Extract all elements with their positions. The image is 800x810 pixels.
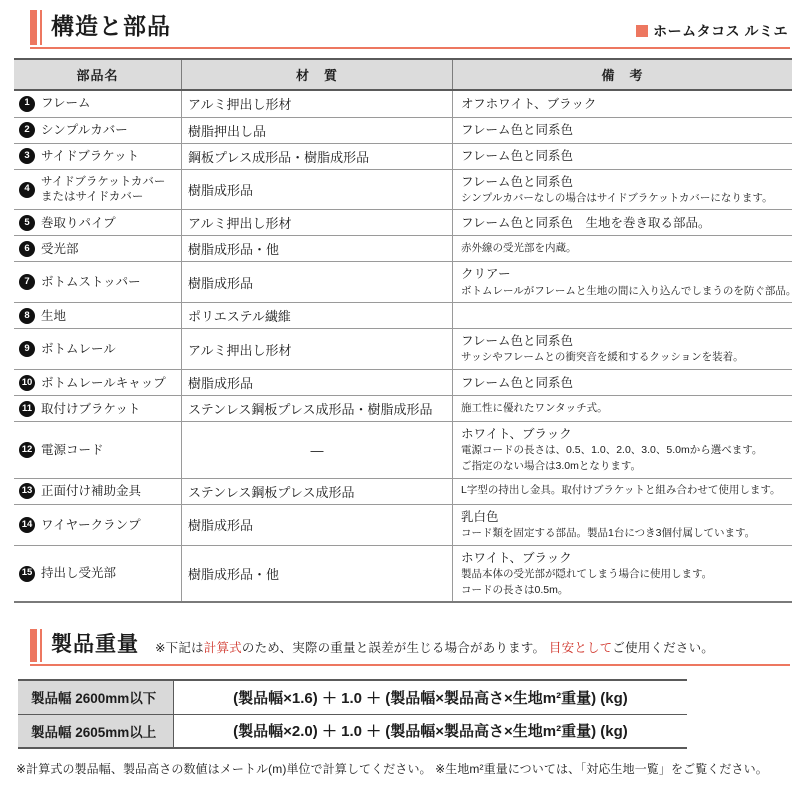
table-row [14, 143, 792, 169]
part-name-cell [14, 370, 181, 395]
material-cell: — [181, 422, 452, 478]
material-cell: 樹脂成形品 [181, 262, 452, 302]
remarks-cell: フレーム色と同系色 [452, 144, 792, 169]
table-row [14, 302, 792, 328]
part-number-badge: 14 [19, 517, 35, 533]
part-name-label: 巻取りパイプ [41, 215, 116, 230]
part-number-badge: 9 [19, 341, 35, 357]
section-rule [30, 47, 790, 49]
part-name-label: サイドブラケット [41, 148, 140, 163]
part-number-badge: 11 [19, 401, 35, 417]
part-number-badge: 15 [19, 566, 35, 582]
part-name-label: ボトムレール [41, 342, 116, 357]
part-name-label: 生地 [41, 308, 67, 323]
weight-footnote: ※計算式の製品幅、製品高さの数値はメートル(m)単位で計算してください。 ※生地m²重量については、「対応生地一覧」をご覧ください。 [16, 761, 768, 776]
remarks-cell: フレーム色と同系色 [452, 118, 792, 143]
parts-table [14, 58, 797, 604]
accent-bar-icon [30, 629, 42, 661]
remarks-cell: L字型の持出し金具。取付けブラケットと組み合わせて使用します。 [452, 479, 792, 504]
part-number-badge: 5 [19, 215, 35, 231]
table-row [14, 169, 792, 210]
part-name-label: ボトムレールキャップ [41, 375, 166, 390]
material-cell: アルミ押出し形材 [181, 91, 452, 117]
material-cell: ポリエステル繊維 [181, 303, 452, 328]
remarks-cell: フレーム色と同系色 シンプルカバーなしの場合はサイドブラケットカバーになります。 [452, 170, 792, 210]
table-row [14, 261, 797, 302]
product-name [636, 21, 788, 45]
remarks-cell: フレーム色と同系色 [452, 370, 792, 395]
table-row [14, 504, 792, 545]
part-name-label: ワイヤークランプ [41, 517, 141, 532]
table-row [14, 117, 792, 143]
material-cell: 樹脂成形品 [181, 505, 452, 545]
weight-table [18, 679, 687, 749]
remarks-cell: オフホワイト、ブラック [452, 91, 792, 117]
square-bullet-icon [636, 25, 648, 37]
remarks-cell [452, 303, 792, 328]
page-title: 構造と部品 [51, 13, 171, 39]
part-number-badge: 7 [19, 274, 35, 290]
remarks-cell: フレーム色と同系色 サッシやフレームとの衝突音を緩和するクッションを装着。 [452, 329, 792, 369]
note-text: のため、実際の重量と誤差が生じる場合があります。 [241, 640, 549, 655]
part-name-label: シンプルカバー [41, 122, 128, 137]
part-name-cell [14, 329, 181, 369]
note-text: ご使用ください。 [612, 640, 714, 655]
weight-section-title: 製品重量 [51, 633, 139, 657]
weight-table-row [18, 681, 687, 714]
note-red-text: 目安として [548, 640, 613, 655]
section-rule [30, 664, 790, 666]
parts-table-body [14, 91, 797, 602]
part-name-label: 持出し受光部 [41, 566, 117, 581]
part-name-cell [14, 396, 181, 421]
table-row [14, 91, 792, 117]
part-name-label: 受光部 [41, 241, 79, 256]
table-row [14, 421, 792, 478]
weight-section-header [30, 629, 788, 661]
column-header-remarks: 備 考 [452, 60, 792, 89]
part-name-label: サイドブラケットカバー またはサイドカバー [41, 175, 166, 203]
weight-note [155, 638, 714, 662]
parts-table-header [14, 58, 792, 91]
table-row [14, 395, 792, 421]
part-name-cell [14, 546, 181, 602]
remarks-cell: 施工性に優れたワンタッチ式。 [452, 396, 792, 421]
weight-row-label: 製品幅 2605mm以上 [18, 715, 174, 747]
material-cell: 樹脂成形品 [181, 370, 452, 395]
part-name-label: フレーム [41, 96, 91, 111]
material-cell: 鋼板プレス成形品・樹脂成形品 [181, 144, 452, 169]
note-red-text: 計算式 [203, 640, 242, 655]
accent-bar-icon [30, 10, 42, 45]
part-number-badge: 2 [19, 122, 35, 138]
part-name-cell [14, 479, 181, 504]
part-name-label: ボトムストッパー [41, 275, 141, 290]
product-name-label: ホームタコス ルミエ [653, 22, 788, 39]
remarks-cell: ホワイト、ブラック 電源コードの長さは、0.5、1.0、2.0、3.0、5.0mから選べます。 ご指定のない場合は3.0mとなります。 [452, 422, 792, 478]
part-number-badge: 10 [19, 375, 35, 391]
part-name-cell [14, 118, 181, 143]
column-header-part-name: 部品名 [76, 67, 119, 83]
part-name-label: 正面付け補助金具 [41, 484, 142, 499]
part-name-cell [14, 262, 181, 302]
part-number-badge: 13 [19, 483, 35, 499]
weight-row-formula: (製品幅×2.0) ＋ 1.0 ＋ (製品幅×製品高さ×生地m²重量) (kg) [233, 723, 628, 741]
remarks-cell: 赤外線の受光部を内蔵。 [452, 236, 792, 261]
part-name-cell [14, 236, 181, 261]
remarks-cell: フレーム色と同系色 生地を巻き取る部品。 [452, 210, 792, 235]
part-name-label: 取付けブラケット [41, 401, 141, 416]
material-cell: ステンレス鋼板プレス成形品・樹脂成形品 [181, 396, 452, 421]
part-number-badge: 6 [19, 241, 35, 257]
table-row [14, 478, 792, 504]
material-cell: 樹脂成形品 [181, 170, 452, 210]
part-name-cell [14, 91, 181, 117]
part-name-cell [14, 505, 181, 545]
page-header [30, 10, 788, 45]
weight-table-row [18, 714, 687, 747]
material-cell: 樹脂押出し品 [181, 118, 452, 143]
note-text: ※下記は [155, 640, 204, 655]
part-number-badge: 12 [19, 442, 35, 458]
table-row [14, 545, 792, 602]
material-cell: アルミ押出し形材 [181, 329, 452, 369]
part-number-badge: 4 [19, 182, 35, 198]
part-number-badge: 8 [19, 308, 35, 324]
table-row [14, 209, 792, 235]
part-number-badge: 3 [19, 148, 35, 164]
part-name-cell [14, 170, 181, 210]
part-name-label: 電源コード [41, 442, 104, 457]
part-name-cell [14, 303, 181, 328]
table-row [14, 328, 792, 369]
material-cell: アルミ押出し形材 [181, 210, 452, 235]
material-cell: 樹脂成形品・他 [181, 546, 452, 602]
part-name-cell [14, 210, 181, 235]
table-row [14, 235, 792, 261]
part-name-cell [14, 422, 181, 478]
remarks-cell: クリアー ボトムレールがフレームと生地の間に入り込んでしまうのを防ぐ部品。 [452, 262, 792, 302]
weight-row-label: 製品幅 2600mm以下 [18, 681, 174, 714]
remarks-cell: ホワイト、ブラック 製品本体の受光部が隠れてしまう場合に使用します。 コードの長さは0.5m。 [452, 546, 792, 602]
material-cell: 樹脂成形品・他 [181, 236, 452, 261]
weight-row-formula: (製品幅×1.6) ＋ 1.0 ＋ (製品幅×製品高さ×生地m²重量) (kg) [233, 689, 628, 707]
part-name-cell [14, 144, 181, 169]
remarks-cell: 乳白色 コード類を固定する部品。製品1台につき3個付属しています。 [452, 505, 792, 545]
column-header-material: 材 質 [181, 60, 452, 89]
material-cell: ステンレス鋼板プレス成形品 [181, 479, 452, 504]
part-number-badge: 1 [19, 96, 35, 112]
table-row [14, 369, 792, 395]
